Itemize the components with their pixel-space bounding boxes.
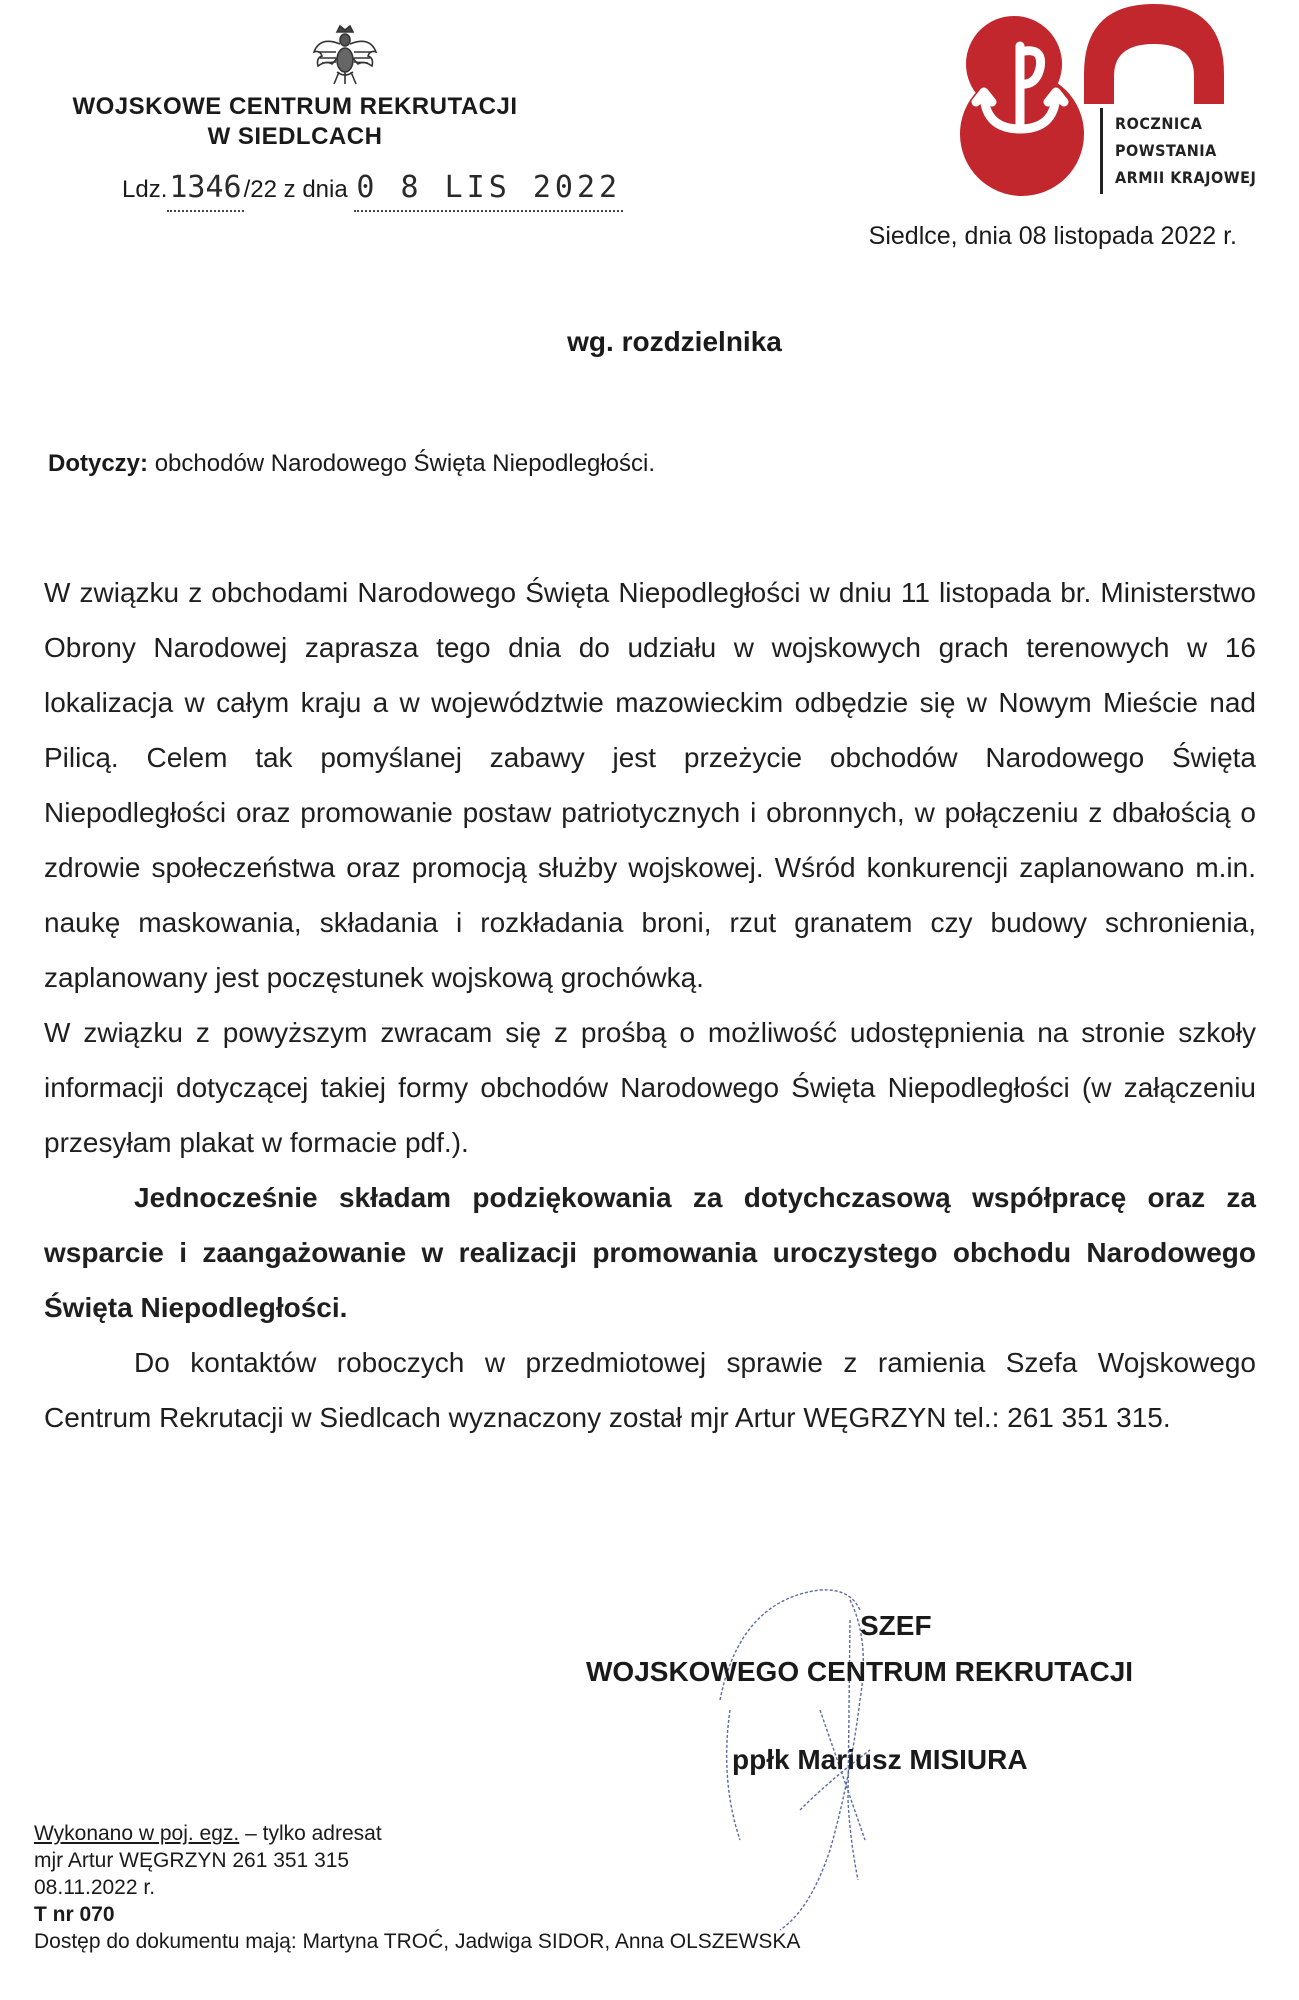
date-stamp: 0 8 LIS 2022 — [356, 170, 622, 205]
organization-name — [60, 92, 530, 152]
letter-body — [44, 565, 1256, 1445]
footer-date: 08.11.2022 r. — [34, 1876, 156, 1899]
footer-copies — [34, 1820, 800, 1847]
paragraph-1: W związku z obchodami Narodowego Święta Niepodległości w dniu 11 listopada br. Ministerstwo Obrony Narodowej zaprasza tego dnia do udziału w wojskowych grach terenowych w 16 lokalizacja w całym kraju a w województwie mazowieckim odbędzie się w Nowym Mieście nad Pilicą. Celem tak pomyślanej zabawy jest przeżycie obchodów Narodowego Święta Niepodległości oraz promowanie postaw patriotycznych i obronnych, w połączeniu z dbałością o zdrowie społeczeństwa oraz promocją służby wojskowej. Wśród konkurencji zaplanowano m.in. naukę maskowania, składania i rozkładania broni, rzut granatem czy budowy schronienia, zaplanowany jest poczęstunek wojskową grochówką. — [44, 577, 1256, 993]
ref-suffix: /22 z dnia — [243, 176, 348, 203]
logo-line-1: ROCZNICA — [1115, 114, 1203, 133]
logo-caption — [1115, 110, 1256, 191]
footer-copies-underlined: Wykonano w poj. egz. — [34, 1822, 240, 1845]
logo-line-3: ARMII KRAJOWEJ — [1115, 168, 1257, 187]
signature-org: WOJSKOWEGO CENTRUM REKRUTACJI — [586, 1656, 1134, 1687]
footer-copies-rest: – tylko adresat — [239, 1822, 382, 1845]
footer-author: mjr Artur WĘGRZYN 261 351 315 — [34, 1849, 350, 1872]
paragraph-4: Do kontaktów roboczych w przedmiotowej sprawie z ramienia Szefa Wojskowego Centrum Rekrutacji w Siedlcach wyznaczony został mjr Artur WĘGRZYN tel.: 261 351 315. — [44, 1347, 1256, 1433]
ref-number: 1346 — [169, 170, 242, 205]
subject-line — [48, 450, 655, 478]
org-line-1: WOJSKOWE CENTRUM REKRUTACJI — [72, 93, 518, 120]
polish-eagle-emblem-icon — [310, 22, 380, 88]
subject-label: Dotyczy: — [48, 450, 149, 477]
footer-tnr: T nr 070 — [34, 1903, 115, 1926]
paragraph-3: Jednocześnie składam podziękowania za dotychczasową współpracę oraz za wsparcie i zaangażowanie w realizacji promowania uroczystego obchodu Narodowego Święta Niepodległości. — [44, 1182, 1256, 1323]
reference-line — [122, 168, 623, 212]
signatory-name: ppłk Mariusz MISIURA — [732, 1744, 1028, 1775]
paragraph-2: W związku z powyższym zwracam się z prośbą o możliwość udostępnienia na stronie szkoły informacji dotyczącej takiej formy obchodów Narodowego Święta Niepodległości (w załączeniu przesyłam plakat w formacie pdf.). — [44, 1017, 1256, 1158]
logo-divider — [1100, 108, 1103, 194]
place-and-date: Siedlce, dnia 08 listopada 2022 r. — [868, 222, 1237, 250]
document-footer — [34, 1820, 800, 1955]
ref-prefix: Ldz. — [122, 176, 168, 203]
signature-title: SZEF — [860, 1610, 932, 1641]
logo-line-2: POWSTANIA — [1115, 141, 1217, 160]
footer-access: Dostęp do dokumentu mają: Martyna TROĆ, Jadwiga SIDOR, Anna OLSZEWSKA — [34, 1930, 801, 1953]
org-line-2: W SIEDLCACH — [207, 123, 383, 150]
subject-text: obchodów Narodowego Święta Niepodległości. — [148, 450, 656, 477]
recipient: wg. rozdzielnika — [567, 326, 782, 357]
